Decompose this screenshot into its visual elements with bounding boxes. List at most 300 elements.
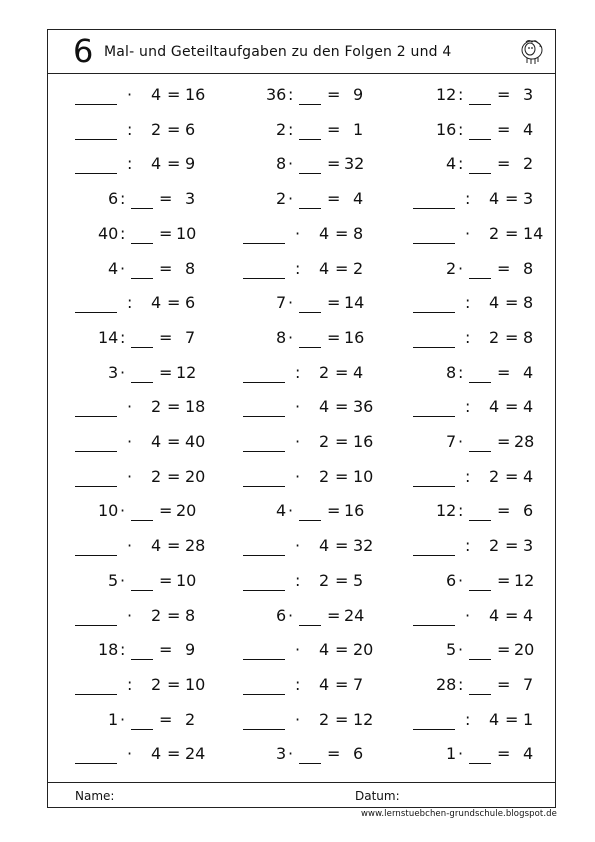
answer-blank[interactable] xyxy=(469,659,491,660)
operand: 4 xyxy=(446,154,457,174)
result: 6 xyxy=(523,501,534,521)
exercise xyxy=(413,391,563,426)
exercise xyxy=(243,600,393,635)
answer-blank[interactable] xyxy=(469,173,491,174)
exercise xyxy=(243,426,393,461)
result: 14 xyxy=(344,293,365,313)
operator: · xyxy=(120,501,126,521)
answer-blank[interactable] xyxy=(243,486,285,487)
answer-blank[interactable] xyxy=(413,555,455,556)
answer-blank[interactable] xyxy=(243,278,285,279)
answer-blank[interactable] xyxy=(469,694,491,695)
operand: 4 xyxy=(319,258,330,278)
answer-blank[interactable] xyxy=(75,625,117,626)
result: 4 xyxy=(523,744,534,764)
exercise-row xyxy=(48,738,555,773)
equals-sign: = xyxy=(505,223,519,243)
answer-blank[interactable] xyxy=(75,694,117,695)
equals-sign: = xyxy=(497,674,511,694)
exercise xyxy=(243,287,393,322)
equals-sign: = xyxy=(335,223,349,243)
operator: · xyxy=(458,570,464,590)
sheet-title: Mal- und Geteiltaufgaben zu den Folgen 2 und 4 xyxy=(104,44,452,60)
operand: 2 xyxy=(489,327,500,347)
operand: 8 xyxy=(446,362,457,382)
equals-sign: = xyxy=(505,327,519,347)
operand: 2 xyxy=(319,570,330,590)
equals-sign: = xyxy=(497,570,511,590)
answer-blank[interactable] xyxy=(131,382,153,383)
answer-blank[interactable] xyxy=(75,312,117,313)
result: 8 xyxy=(523,258,534,278)
result: 6 xyxy=(185,293,196,313)
result: 8 xyxy=(523,293,534,313)
exercise-row xyxy=(48,148,555,183)
operator: · xyxy=(127,432,133,451)
exercise xyxy=(75,218,225,253)
equals-sign: = xyxy=(497,258,511,278)
equals-sign: = xyxy=(505,293,519,313)
exercise-row xyxy=(48,565,555,600)
operator: · xyxy=(295,397,301,417)
answer-blank[interactable] xyxy=(469,590,491,591)
operator: · xyxy=(465,223,471,243)
result: 4 xyxy=(353,362,364,382)
operator: : xyxy=(120,223,126,243)
exercise xyxy=(413,287,563,322)
result: 16 xyxy=(185,85,206,104)
equals-sign: = xyxy=(497,640,511,660)
result: 6 xyxy=(185,119,196,139)
operator: · xyxy=(120,570,126,590)
answer-blank[interactable] xyxy=(131,278,153,279)
answer-blank[interactable] xyxy=(75,416,117,417)
operand: 4 xyxy=(319,674,330,694)
exercise xyxy=(243,218,393,253)
exercise xyxy=(413,79,563,114)
exercise xyxy=(413,218,563,253)
exercise xyxy=(243,391,393,426)
exercise xyxy=(75,669,225,704)
result: 2 xyxy=(185,709,196,729)
equals-sign: = xyxy=(335,709,349,729)
exercise xyxy=(75,461,225,496)
equals-sign: = xyxy=(335,397,349,417)
answer-blank[interactable] xyxy=(131,520,153,521)
result: 10 xyxy=(185,674,206,694)
exercise xyxy=(75,183,225,218)
operand: 4 xyxy=(108,258,119,278)
answer-blank[interactable] xyxy=(75,555,117,556)
result: 4 xyxy=(523,397,534,417)
answer-blank[interactable] xyxy=(413,486,455,487)
answer-blank[interactable] xyxy=(469,139,491,140)
equals-sign: = xyxy=(167,397,181,417)
operator: · xyxy=(458,432,464,451)
operand: 2 xyxy=(151,674,162,694)
operator: : xyxy=(458,674,464,694)
exercise xyxy=(243,322,393,357)
operand: 4 xyxy=(489,189,500,209)
answer-blank[interactable] xyxy=(131,347,153,348)
result: 24 xyxy=(344,605,365,625)
answer-blank[interactable] xyxy=(299,208,321,209)
result: 4 xyxy=(523,362,534,382)
answer-blank[interactable] xyxy=(243,590,285,591)
result: 10 xyxy=(176,223,197,243)
result: 2 xyxy=(353,258,364,278)
answer-blank[interactable] xyxy=(75,486,117,487)
equals-sign: = xyxy=(327,744,341,764)
result: 20 xyxy=(176,501,197,521)
answer-blank[interactable] xyxy=(413,625,455,626)
operand: 3 xyxy=(276,744,287,764)
result: 32 xyxy=(344,154,365,174)
answer-blank[interactable] xyxy=(469,382,491,383)
result: 3 xyxy=(523,189,534,209)
exercise-row xyxy=(48,253,555,288)
operator: · xyxy=(465,605,471,625)
answer-blank[interactable] xyxy=(243,659,285,660)
operator: · xyxy=(295,536,301,556)
operator: : xyxy=(127,293,133,313)
sheet-number: 6 xyxy=(73,32,94,70)
result: 4 xyxy=(523,605,534,625)
exercise xyxy=(243,253,393,288)
equals-sign: = xyxy=(497,744,511,764)
equals-sign: = xyxy=(167,432,181,451)
equals-sign: = xyxy=(335,536,349,556)
operator: : xyxy=(465,189,471,209)
name-label: Name: xyxy=(75,789,115,803)
answer-blank[interactable] xyxy=(299,104,321,105)
operator: · xyxy=(127,466,133,486)
result: 8 xyxy=(185,258,196,278)
operator: · xyxy=(127,744,133,764)
answer-blank[interactable] xyxy=(413,347,455,348)
operator: · xyxy=(458,640,464,660)
answer-blank[interactable] xyxy=(469,520,491,521)
answer-blank[interactable] xyxy=(243,451,285,452)
equals-sign: = xyxy=(167,674,181,694)
exercise xyxy=(75,391,225,426)
exercise xyxy=(243,530,393,565)
exercise xyxy=(75,114,225,149)
answer-blank[interactable] xyxy=(413,729,455,730)
operand: 4 xyxy=(151,293,162,313)
exercise xyxy=(243,79,393,114)
operator: · xyxy=(288,293,294,313)
operand: 10 xyxy=(98,501,119,521)
result: 36 xyxy=(353,397,374,417)
exercise-row xyxy=(48,183,555,218)
exercise xyxy=(75,704,225,739)
equals-sign: = xyxy=(167,119,181,139)
result: 16 xyxy=(344,501,365,521)
operator: · xyxy=(295,223,301,243)
exercise xyxy=(413,253,563,288)
answer-blank[interactable] xyxy=(75,139,117,140)
operand: 2 xyxy=(276,119,287,139)
operator: : xyxy=(120,189,126,209)
answer-blank[interactable] xyxy=(299,173,321,174)
result: 9 xyxy=(185,154,196,174)
exercise xyxy=(413,704,563,739)
equals-sign: = xyxy=(327,85,341,104)
equals-sign: = xyxy=(497,432,511,451)
equals-sign: = xyxy=(159,640,173,660)
answer-blank[interactable] xyxy=(413,208,455,209)
website-url: www.lernstuebchen-grundschule.blogspot.de xyxy=(361,809,557,819)
exercise-row xyxy=(48,530,555,565)
result: 5 xyxy=(353,570,364,590)
exercise xyxy=(75,79,225,114)
operator: · xyxy=(295,432,301,451)
operand: 5 xyxy=(446,640,457,660)
exercise xyxy=(243,704,393,739)
operand: 4 xyxy=(489,397,500,417)
operand: 14 xyxy=(98,327,119,347)
equals-sign: = xyxy=(497,85,511,104)
exercise-row xyxy=(48,495,555,530)
answer-blank[interactable] xyxy=(75,104,117,105)
operator: : xyxy=(295,674,301,694)
exercise xyxy=(75,426,225,461)
operand: 4 xyxy=(319,536,330,556)
operand: 5 xyxy=(108,570,119,590)
operand: 3 xyxy=(108,362,119,382)
equals-sign: = xyxy=(335,570,349,590)
result: 16 xyxy=(353,432,374,451)
result: 20 xyxy=(185,466,206,486)
operator: · xyxy=(288,154,294,174)
equals-sign: = xyxy=(335,362,349,382)
result: 20 xyxy=(514,640,535,660)
operator: · xyxy=(295,709,301,729)
operand: 2 xyxy=(151,466,162,486)
exercise-row xyxy=(48,426,555,461)
answer-blank[interactable] xyxy=(243,243,285,244)
operator: : xyxy=(465,293,471,313)
result: 7 xyxy=(353,674,364,694)
exercise-row xyxy=(48,79,555,114)
equals-sign: = xyxy=(505,709,519,729)
answer-blank[interactable] xyxy=(469,451,491,452)
exercise xyxy=(413,461,563,496)
operator: : xyxy=(127,674,133,694)
operator: · xyxy=(288,501,294,521)
equals-sign: = xyxy=(335,258,349,278)
operator: : xyxy=(295,258,301,278)
operator: · xyxy=(288,189,294,209)
answer-blank[interactable] xyxy=(131,659,153,660)
equals-sign: = xyxy=(505,189,519,209)
operator: · xyxy=(127,605,133,625)
equals-sign: = xyxy=(335,432,349,451)
exercise xyxy=(413,565,563,600)
answer-blank[interactable] xyxy=(243,555,285,556)
answer-blank[interactable] xyxy=(131,729,153,730)
operator: · xyxy=(127,397,133,417)
exercise-row xyxy=(48,218,555,253)
answer-blank[interactable] xyxy=(131,243,153,244)
operand: 40 xyxy=(98,223,119,243)
equals-sign: = xyxy=(327,189,341,209)
answer-blank[interactable] xyxy=(413,243,455,244)
answer-blank[interactable] xyxy=(469,278,491,279)
operand: 2 xyxy=(319,466,330,486)
answer-blank[interactable] xyxy=(413,312,455,313)
answer-blank[interactable] xyxy=(299,520,321,521)
operator: : xyxy=(465,327,471,347)
operator: : xyxy=(120,640,126,660)
exercise xyxy=(243,461,393,496)
answer-blank[interactable] xyxy=(299,347,321,348)
operand: 2 xyxy=(489,536,500,556)
operand: 2 xyxy=(276,189,287,209)
operand: 2 xyxy=(489,223,500,243)
equals-sign: = xyxy=(159,362,173,382)
date-label: Datum: xyxy=(355,789,400,803)
operand: 6 xyxy=(276,605,287,625)
operand: 6 xyxy=(108,189,119,209)
exercise xyxy=(243,738,393,773)
answer-blank[interactable] xyxy=(131,208,153,209)
equals-sign: = xyxy=(327,154,341,174)
answer-blank[interactable] xyxy=(413,416,455,417)
result: 24 xyxy=(185,744,206,764)
operator: : xyxy=(458,362,464,382)
operand: 12 xyxy=(436,501,457,521)
exercise-row xyxy=(48,391,555,426)
operand: 2 xyxy=(319,432,330,451)
equals-sign: = xyxy=(335,674,349,694)
operator: : xyxy=(458,119,464,139)
equals-sign: = xyxy=(497,501,511,521)
equals-sign: = xyxy=(159,709,173,729)
equals-sign: = xyxy=(167,466,181,486)
operator: · xyxy=(120,709,126,729)
exercise xyxy=(243,495,393,530)
operand: 4 xyxy=(151,744,162,764)
answer-blank[interactable] xyxy=(75,173,117,174)
exercise xyxy=(413,322,563,357)
operator: · xyxy=(458,744,464,764)
operator: : xyxy=(458,154,464,174)
operand: 2 xyxy=(151,605,162,625)
result: 7 xyxy=(523,674,534,694)
operand: 2 xyxy=(319,709,330,729)
result: 40 xyxy=(185,432,206,451)
operand: 8 xyxy=(276,154,287,174)
answer-blank[interactable] xyxy=(243,416,285,417)
exercise xyxy=(75,495,225,530)
equals-sign: = xyxy=(335,466,349,486)
answer-blank[interactable] xyxy=(243,382,285,383)
exercise xyxy=(243,669,393,704)
operand: 2 xyxy=(151,397,162,417)
worksheet-footer xyxy=(48,782,555,807)
equals-sign: = xyxy=(335,640,349,660)
answer-blank[interactable] xyxy=(75,451,117,452)
exercise xyxy=(243,565,393,600)
answer-blank[interactable] xyxy=(469,763,491,764)
result: 28 xyxy=(514,432,535,451)
operand: 4 xyxy=(151,154,162,174)
equals-sign: = xyxy=(167,293,181,313)
result: 1 xyxy=(353,119,364,139)
answer-blank[interactable] xyxy=(299,763,321,764)
exercise xyxy=(413,183,563,218)
operand: 8 xyxy=(276,327,287,347)
exercise xyxy=(75,322,225,357)
operand: 4 xyxy=(489,605,500,625)
exercise xyxy=(75,634,225,669)
answer-blank[interactable] xyxy=(131,590,153,591)
result: 2 xyxy=(523,154,534,174)
exercise xyxy=(413,148,563,183)
exercise xyxy=(75,530,225,565)
equals-sign: = xyxy=(497,362,511,382)
operand: 2 xyxy=(489,466,500,486)
equals-sign: = xyxy=(167,154,181,174)
operator: : xyxy=(295,570,301,590)
result: 18 xyxy=(185,397,206,417)
result: 20 xyxy=(353,640,374,660)
operator: · xyxy=(120,362,126,382)
result: 4 xyxy=(353,189,364,209)
worksheet xyxy=(47,29,556,808)
result: 4 xyxy=(523,119,534,139)
exercise xyxy=(243,148,393,183)
operand: 4 xyxy=(319,223,330,243)
equals-sign: = xyxy=(167,536,181,556)
operand: 6 xyxy=(446,570,457,590)
equals-sign: = xyxy=(327,501,341,521)
answer-blank[interactable] xyxy=(243,729,285,730)
exercise xyxy=(413,634,563,669)
result: 16 xyxy=(344,327,365,347)
operand: 4 xyxy=(319,397,330,417)
answer-blank[interactable] xyxy=(299,312,321,313)
answer-blank[interactable] xyxy=(243,694,285,695)
equals-sign: = xyxy=(505,466,519,486)
equals-sign: = xyxy=(167,605,181,625)
exercise xyxy=(75,287,225,322)
equals-sign: = xyxy=(159,258,173,278)
operand: 18 xyxy=(98,640,119,660)
operator: · xyxy=(295,466,301,486)
answer-blank[interactable] xyxy=(469,104,491,105)
operand: 4 xyxy=(151,432,162,451)
exercise-row xyxy=(48,704,555,739)
operator: · xyxy=(288,744,294,764)
operator: · xyxy=(295,640,301,660)
result: 9 xyxy=(353,85,364,104)
operand: 2 xyxy=(151,119,162,139)
exercise xyxy=(75,357,225,392)
operator: · xyxy=(288,605,294,625)
operand: 1 xyxy=(446,744,457,764)
result: 12 xyxy=(353,709,374,729)
answer-blank[interactable] xyxy=(75,763,117,764)
answer-blank[interactable] xyxy=(299,625,321,626)
result: 8 xyxy=(523,327,534,347)
exercise xyxy=(243,634,393,669)
exercise xyxy=(413,669,563,704)
result: 8 xyxy=(353,223,364,243)
answer-blank[interactable] xyxy=(299,139,321,140)
